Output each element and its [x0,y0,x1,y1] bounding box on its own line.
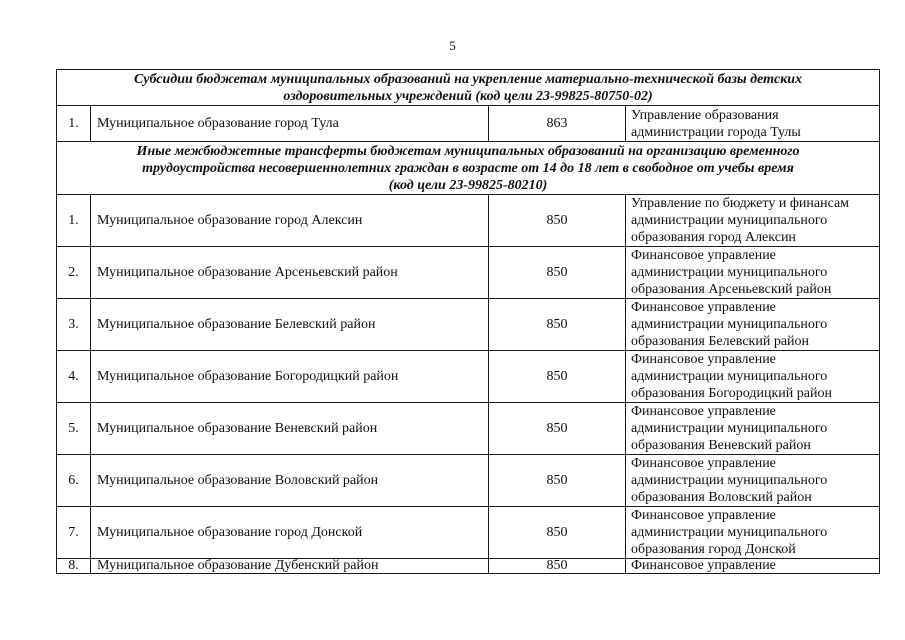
section-heading-line: Субсидии бюджетам муниципальных образований на укрепление материально-технической базы детских [133,72,803,87]
row-number: 1. [57,195,91,247]
budget-code: 863 [489,106,626,142]
table-row [57,559,880,574]
row-number: 2. [57,247,91,299]
administrator-name-line: Финансовое управление [631,248,776,263]
administrator-name-line: образования Богородицкий район [631,386,832,401]
administrator-name-line: администрации муниципального [631,525,828,540]
administrator-name-line: администрации муниципального [631,265,828,280]
administrator-name-line: администрации муниципального [631,369,828,384]
administrator-name-line: образования Воловский район [631,490,812,505]
allocation-table [56,69,880,574]
budget-code: 850 [489,247,626,299]
administrator-name [626,247,880,299]
budget-code: 850 [489,195,626,247]
administrator-name [626,299,880,351]
municipality-name: Муниципальное образование Богородицкий район [91,351,489,403]
administrator-name-line: администрации муниципального [631,213,828,228]
administrator-name-line: администрации муниципального [631,473,828,488]
budget-code: 850 [489,559,626,574]
table-row [57,195,880,247]
row-number: 5. [57,403,91,455]
budget-code: 850 [489,403,626,455]
section-heading [57,70,880,106]
budget-code: 850 [489,455,626,507]
row-number: 6. [57,455,91,507]
administrator-name-line: образования город Алексин [631,230,796,245]
budget-code: 850 [489,351,626,403]
section-heading-line: Иные межбюджетные трансферты бюджетам муниципальных образований на организацию временного [136,144,800,159]
row-number: 1. [57,106,91,142]
table-row [57,299,880,351]
administrator-name-line: образования Арсеньевский район [631,282,832,297]
row-number: 7. [57,507,91,559]
budget-code: 850 [489,507,626,559]
administrator-name-line: Финансовое управление [631,404,776,419]
municipality-name: Муниципальное образование город Донской [91,507,489,559]
section-heading-row [57,142,880,195]
table-row [57,351,880,403]
row-number: 8. [57,559,91,574]
table-row [57,455,880,507]
administrator-name [626,403,880,455]
allocation-table-body [57,70,880,574]
administrator-name [626,195,880,247]
table-row [57,507,880,559]
administrator-name-line: Финансовое управление [631,456,776,471]
administrator-name-line: Финансовое управление [631,352,776,367]
municipality-name: Муниципальное образование Веневский район [91,403,489,455]
section-heading-line: оздоровительных учреждений (код цели 23-99825-80750-02) [283,89,653,104]
table-row [57,106,880,142]
administrator-name [626,507,880,559]
administrator-name-line: администрации муниципального [631,317,828,332]
municipality-name: Муниципальное образование город Алексин [91,195,489,247]
section-heading-line: (код цели 23-99825-80210) [388,178,548,193]
administrator-name-line: администрации города Тулы [631,124,801,140]
administrator-name-line: образования Веневский район [631,438,811,453]
budget-code: 850 [489,299,626,351]
table-row [57,247,880,299]
section-heading-line: трудоустройства несовершеннолетних граждан в возрасте от 14 до 18 лет в свободное от учебы время [142,161,794,176]
administrator-name-line: Управление по бюджету и финансам [631,196,850,211]
page-number: 5 [449,38,456,53]
row-number: 4. [57,351,91,403]
administrator-name [626,106,880,142]
administrator-name [626,351,880,403]
administrator-name-line: Управление образования [631,107,779,123]
section-heading [57,142,880,195]
administrator-name [626,455,880,507]
table-row [57,403,880,455]
municipality-name: Муниципальное образование Белевский район [91,299,489,351]
section-heading-row [57,70,880,106]
administrator-name-line: администрации муниципального [631,421,828,436]
administrator-name-line: Финансовое управление [631,508,776,523]
row-number: 3. [57,299,91,351]
administrator-name-line: Финансовое управление [631,558,776,573]
municipality-name: Муниципальное образование Арсеньевский район [91,247,489,299]
administrator-name-line: образования город Донской [631,542,796,557]
municipality-name: Муниципальное образование город Тула [91,106,489,142]
administrator-name-line: Финансовое управление [631,300,776,315]
administrator-name-line: образования Белевский район [631,334,810,349]
municipality-name: Муниципальное образование Воловский район [91,455,489,507]
administrator-name [626,559,880,574]
municipality-name: Муниципальное образование Дубенский район [91,559,489,574]
